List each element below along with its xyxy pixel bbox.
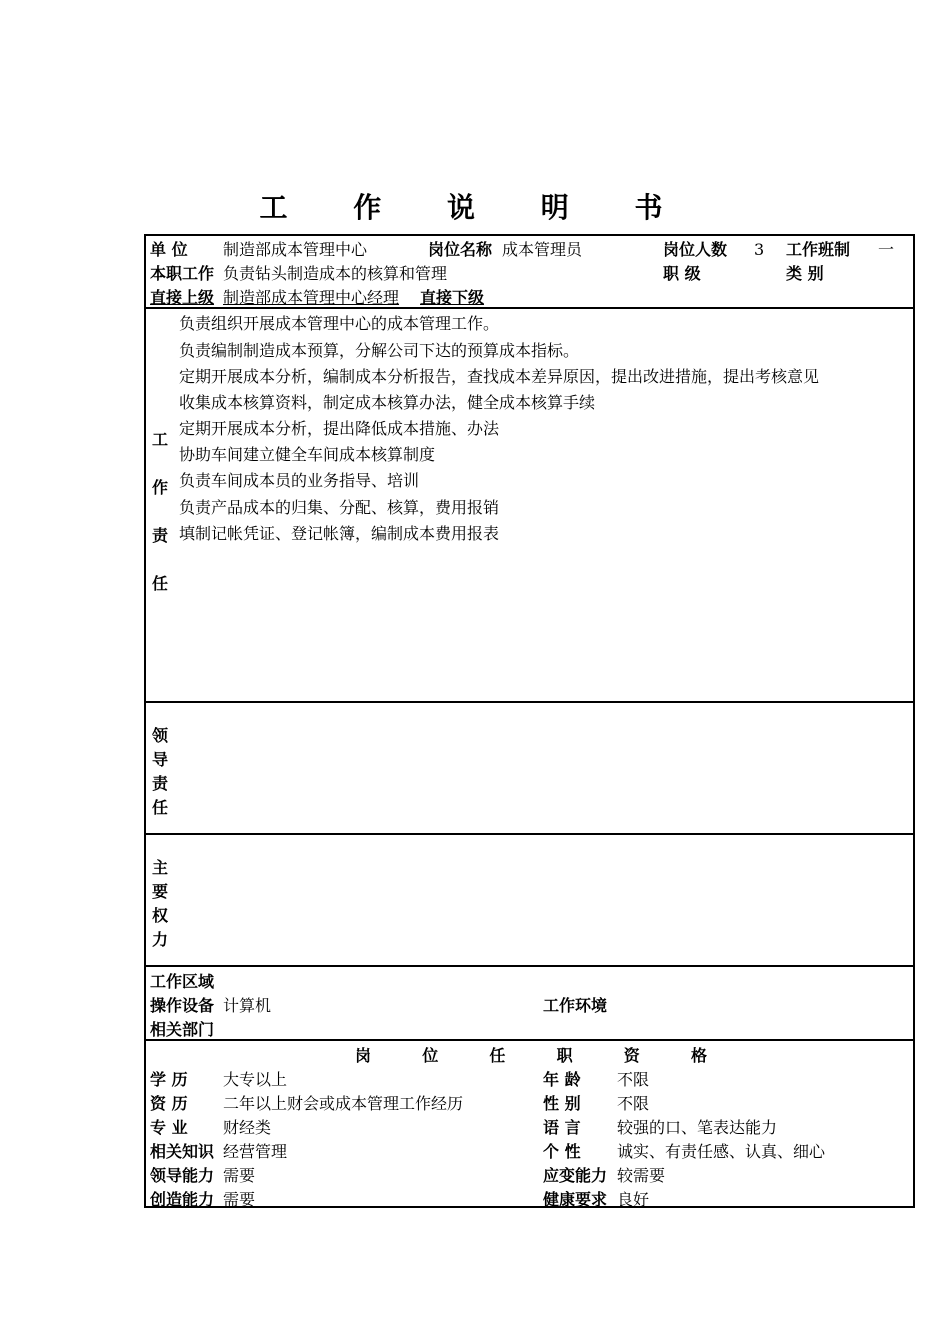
duties-label-char: 任 — [152, 574, 169, 593]
major-label: 专 业 — [150, 1118, 188, 1137]
equipment-value: 计算机 — [223, 996, 272, 1015]
departments-label: 相关部门 — [150, 1020, 215, 1039]
subordinate-label: 直接下级 — [420, 288, 485, 307]
age-label: 年 龄 — [543, 1070, 581, 1089]
headcount-value: 3 — [754, 240, 765, 259]
heading-char: 位 — [422, 1046, 439, 1065]
duty-item: 负责编制制造成本预算，分解公司下达的预算成本指标。 — [179, 341, 580, 360]
leadership-ability-label: 领导能力 — [150, 1166, 215, 1185]
duty-item: 负责产品成本的归集、分配、核算，费用报销 — [179, 498, 500, 517]
heading-char: 职 — [556, 1046, 573, 1065]
grade-label: 职 级 — [663, 264, 701, 283]
experience-value: 二年以上财会或成本管理工作经历 — [223, 1094, 464, 1113]
divider-leadership — [144, 833, 915, 835]
leadership-label-char: 导 — [152, 750, 169, 769]
duty-item: 协助车间建立健全车间成本核算制度 — [179, 445, 436, 464]
experience-label: 资 历 — [150, 1094, 188, 1113]
knowledge-label: 相关知识 — [150, 1142, 215, 1161]
headcount-label: 岗位人数 — [663, 240, 728, 259]
duty-item: 负责组织开展成本管理中心的成本管理工作。 — [179, 314, 500, 333]
creativity-label: 创造能力 — [150, 1190, 215, 1209]
unit-label: 单 位 — [150, 240, 188, 259]
leadership-label — [152, 724, 168, 820]
personality-value: 诚实、有责任感、认真、细心 — [617, 1142, 826, 1161]
divider-authority — [144, 965, 915, 967]
leadership-label-char: 领 — [152, 726, 169, 745]
leadership-label-char: 责 — [152, 774, 169, 793]
qualifications-heading — [355, 1045, 707, 1067]
superior-value: 制造部成本管理中心经理 — [223, 288, 400, 307]
health-value: 良好 — [617, 1190, 650, 1209]
adaptability-value: 较需要 — [617, 1166, 666, 1185]
creativity-value: 需要 — [223, 1190, 256, 1209]
divider-duties — [144, 701, 915, 703]
duties-label-char: 作 — [152, 478, 169, 497]
unit-value: 制造部成本管理中心 — [223, 240, 368, 259]
language-value: 较强的口、笔表达能力 — [617, 1118, 778, 1137]
duty-item: 填制记帐凭证、登记帐簿，编制成本费用报表 — [179, 524, 500, 543]
authority-label-char: 权 — [152, 906, 169, 925]
education-label: 学 历 — [150, 1070, 188, 1089]
position-name-value: 成本管理员 — [502, 240, 583, 259]
job-value: 负责钻头制造成本的核算和管理 — [223, 264, 448, 283]
job-label: 本职工作 — [150, 264, 215, 283]
superior-label: 直接上级 — [150, 288, 215, 307]
equipment-label: 操作设备 — [150, 996, 215, 1015]
adaptability-label: 应变能力 — [543, 1166, 608, 1185]
position-name-label: 岗位名称 — [428, 240, 493, 259]
leadership-ability-value: 需要 — [223, 1166, 256, 1185]
heading-char: 岗 — [355, 1046, 372, 1065]
authority-label — [152, 856, 168, 952]
category-label: 类 别 — [786, 264, 824, 283]
heading-char: 资 — [623, 1046, 640, 1065]
shift-value: 一 — [878, 240, 895, 259]
duty-item: 负责车间成本员的业务指导、培训 — [179, 471, 420, 490]
heading-char: 任 — [489, 1046, 506, 1065]
duties-label — [152, 428, 168, 596]
shift-label: 工作班制 — [786, 240, 851, 259]
gender-label: 性 别 — [543, 1094, 581, 1113]
duties-label-char: 责 — [152, 526, 169, 545]
authority-label-char: 主 — [152, 858, 169, 877]
divider-work — [144, 1039, 915, 1041]
duties-label-char: 工 — [152, 430, 169, 449]
leadership-label-char: 任 — [152, 798, 169, 817]
authority-label-char: 要 — [152, 882, 169, 901]
duty-item: 收集成本核算资料，制定成本核算办法，健全成本核算手续 — [179, 393, 596, 412]
duty-item: 定期开展成本分析，提出降低成本措施、办法 — [179, 419, 500, 438]
knowledge-value: 经营管理 — [223, 1142, 288, 1161]
age-value: 不限 — [617, 1070, 650, 1089]
major-value: 财经类 — [223, 1118, 272, 1137]
heading-char: 格 — [690, 1046, 707, 1065]
authority-label-char: 力 — [152, 930, 169, 949]
personality-label: 个 性 — [543, 1142, 581, 1161]
education-value: 大专以上 — [223, 1070, 288, 1089]
document-title: 工 作 说 明 书 — [259, 191, 691, 224]
work-area-label: 工作区域 — [150, 972, 215, 991]
gender-value: 不限 — [617, 1094, 650, 1113]
language-label: 语 言 — [543, 1118, 581, 1137]
duty-item: 定期开展成本分析，编制成本分析报告，查找成本差异原因，提出改进措施，提出考核意见 — [179, 367, 820, 386]
health-label: 健康要求 — [543, 1190, 608, 1209]
environment-label: 工作环境 — [543, 996, 608, 1015]
